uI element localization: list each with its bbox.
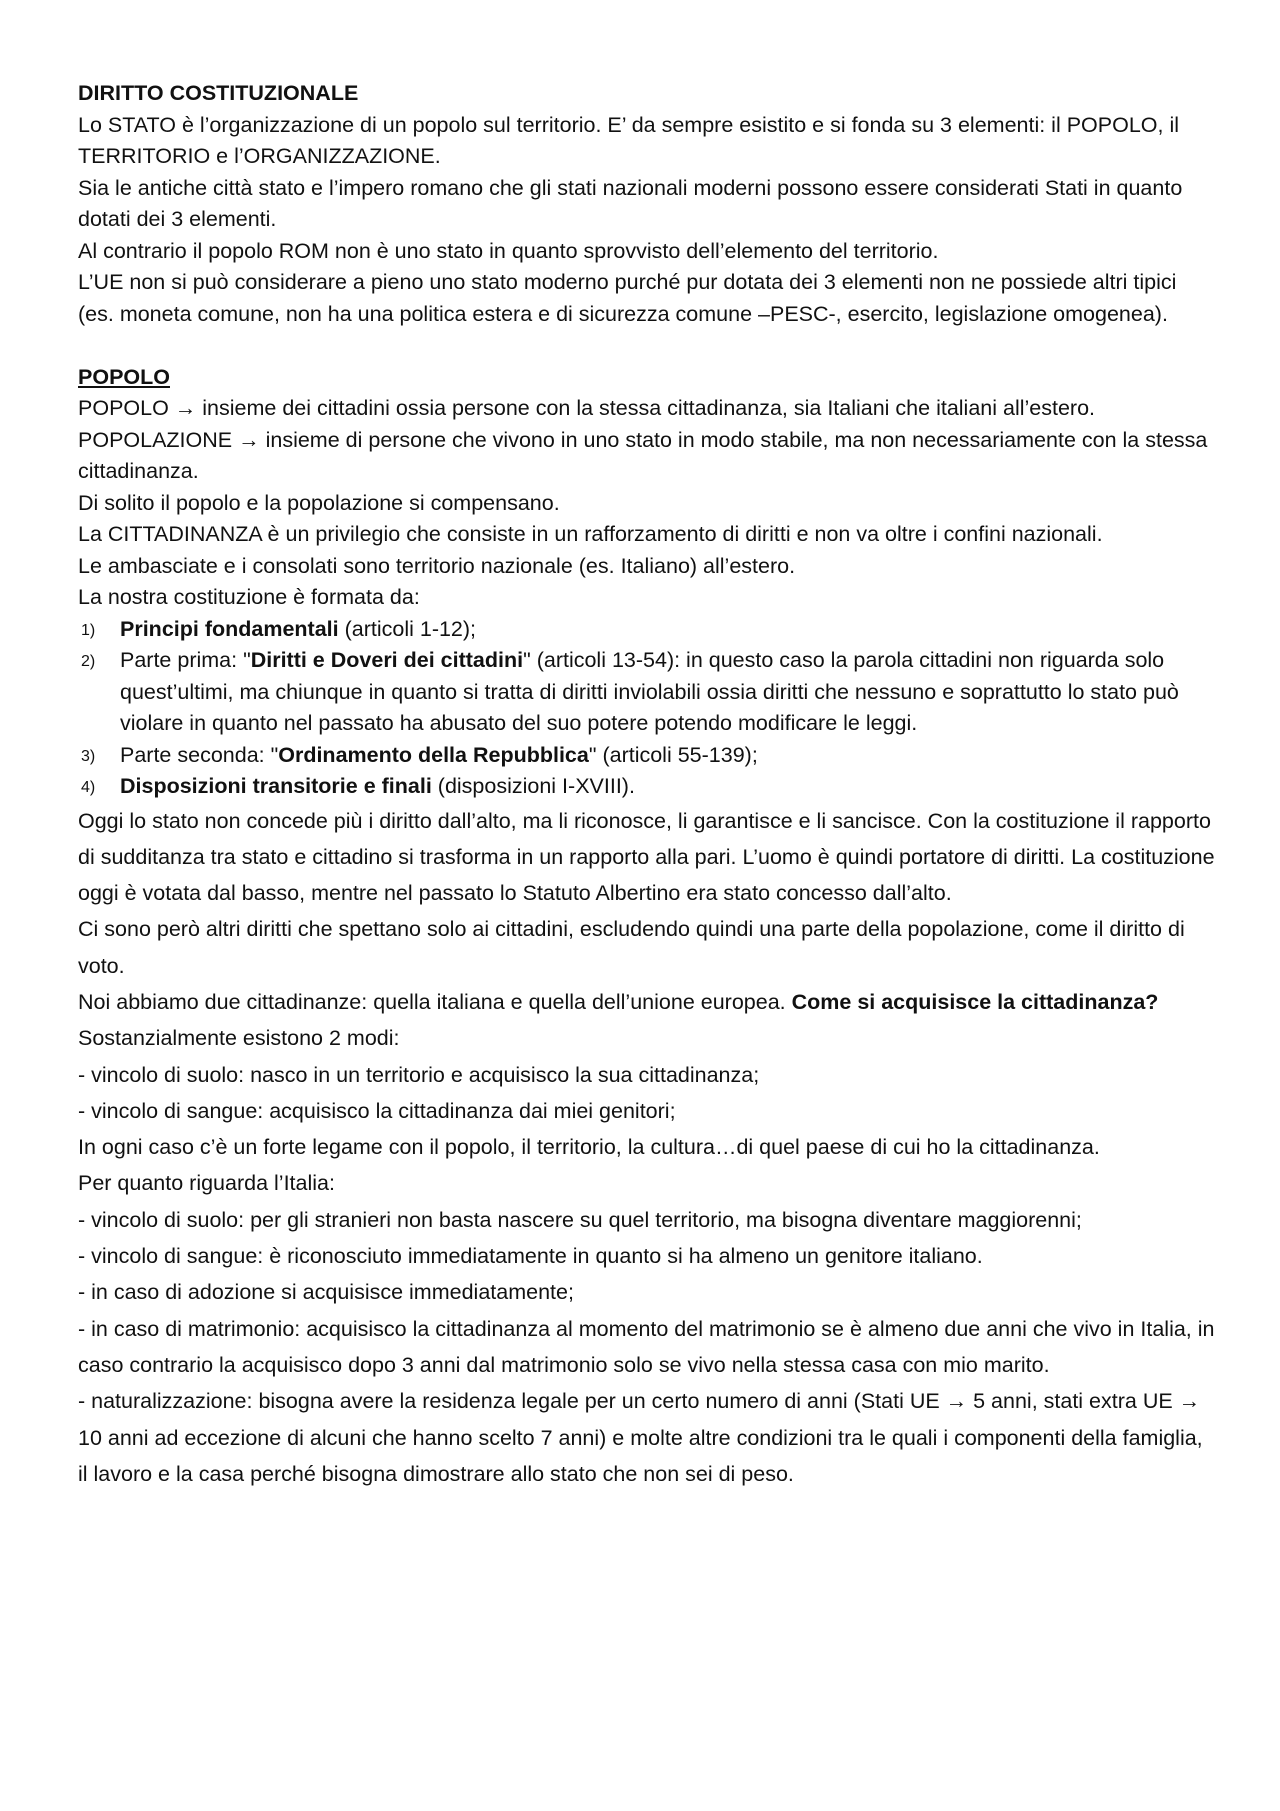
list-text: (articoli 1-12); bbox=[338, 616, 477, 641]
definition-text: insieme dei cittadini ossia persone con la stessa cittadinanza, sia Italiani che italiani all’estero. bbox=[202, 396, 1096, 420]
definition-popolazione bbox=[78, 425, 1218, 488]
document-title: DIRITTO COSTITUZIONALE bbox=[78, 81, 359, 105]
list-number: 2) bbox=[81, 653, 96, 670]
list-item bbox=[78, 614, 1218, 646]
list-item bbox=[78, 771, 1218, 803]
list-number: 1) bbox=[81, 621, 96, 639]
list-text: Parte seconda: " bbox=[120, 742, 279, 767]
blank-line bbox=[78, 330, 1218, 362]
arrow-icon: → bbox=[238, 427, 260, 452]
list-bold-text: Ordinamento della Repubblica bbox=[278, 742, 589, 767]
list-text: " (articoli 55-139); bbox=[588, 742, 758, 767]
intro-paragraph: Al contrario il popolo ROM non è uno stato in quanto sprovvisto dell’elemento del territorio. bbox=[78, 238, 939, 263]
list-text: " (articoli 13-54): in questo caso la parola cittadini non riguarda solo quest’ultimi, ma chiunque in quanto si tratta di diritti inviolabili ossia diritti che nessuno e soprattutto lo stato può violare in quanto nel passato ha abusato del suo potere potendo modificare le leggi. bbox=[120, 648, 1179, 735]
arrow-icon: → bbox=[1178, 1389, 1201, 1414]
list-bold-text: Disposizioni transitorie e finali bbox=[120, 774, 432, 798]
list-text: Parte prima: " bbox=[120, 648, 251, 672]
intro-paragraph: L’UE non si può considerare a pieno uno stato moderno purché pur dotata dei 3 elementi non ne possiede altri tipici (es. moneta comune, non ha una politica estera e di sicurezza comune –PESC-, esercito, legislazione omogenea). bbox=[78, 270, 1177, 326]
list-line-naturalizzazione bbox=[78, 1383, 1218, 1492]
paragraph: Ci sono però altri diritti che spettano solo ai cittadini, escludendo quindi una parte della popolazione, come il diritto di voto. bbox=[78, 917, 1185, 978]
paragraph: La CITTADINANZA è un privilegio che consiste in un rafforzamento di diritti e non va oltre i confini nazionali. bbox=[78, 522, 1103, 546]
costituzione-list bbox=[78, 614, 1218, 803]
lower-section bbox=[78, 803, 1218, 1493]
paragraph-text: Noi abbiamo due cittadinanze: quella italiana e quella dell’unione europea. bbox=[78, 989, 792, 1014]
list-line: - in caso di adozione si acquisisce immediatamente; bbox=[78, 1280, 574, 1305]
definition-popolo bbox=[78, 393, 1218, 425]
intro-paragraph: Lo STATO è l’organizzazione di un popolo sul territorio. E’ da sempre esistito e si fonda su 3 elementi: il POPOLO, il TERRITORIO e l’ORGANIZZAZIONE. bbox=[78, 112, 1180, 168]
list-text: 10 anni ad eccezione di alcuni che hanno scelto 7 anni) e molte altre condizioni tra le quali i componenti della famiglia, il lavoro e la casa perché bisogna dimostrare allo stato che non sei di peso. bbox=[78, 1425, 1203, 1486]
list-line: - vincolo di sangue: acquisisco la cittadinanza dai miei genitori; bbox=[78, 1098, 676, 1123]
list-text: - naturalizzazione: bisogna avere la residenza legale per un certo numero di anni (Stati UE bbox=[78, 1389, 946, 1414]
list-line: - in caso di matrimonio: acquisisco la cittadinanza al momento del matrimonio se è almeno due anni che vivo in Italia, in caso contrario la acquisisco dopo 3 anni dal matrimonio solo se vivo nella stessa casa con mio marito. bbox=[78, 1316, 1215, 1377]
list-text: (disposizioni I-XVIII). bbox=[431, 774, 635, 798]
list-line: - vincolo di sangue: è riconosciuto immediatamente in quanto si ha almeno un genitore italiano. bbox=[78, 1244, 983, 1269]
list-item bbox=[78, 645, 1218, 740]
paragraph: Le ambasciate e i consolati sono territorio nazionale (es. Italiano) all’estero. bbox=[78, 553, 796, 578]
list-bold-text: Principi fondamentali bbox=[120, 616, 339, 641]
term-popolazione: POPOLAZIONE bbox=[78, 427, 233, 452]
intro-paragraph: Sia le antiche città stato e l’impero romano che gli stati nazionali moderni possono essere considerati Stati in quanto dotati dei 3 elementi. bbox=[78, 175, 1183, 231]
document-page bbox=[78, 78, 1218, 1492]
list-line: - vincolo di suolo: nasco in un territorio e acquisisco la sua cittadinanza; bbox=[78, 1062, 760, 1087]
question-text: Come si acquisisce la cittadinanza? bbox=[791, 989, 1159, 1014]
paragraph: Oggi lo stato non concede più i diritto dall’alto, ma li riconosce, li garantisce e li sancisce. Con la costituzione il rapporto di sudditanza tra stato e cittadino si trasforma in un rapporto alla pari. L’uomo è quindi portatore di diritti. La costituzione oggi è votata dal basso, mentre nel passato lo Statuto Albertino era stato concesso dall’alto. bbox=[78, 808, 1215, 906]
paragraph-cittadinanze bbox=[78, 984, 1218, 1020]
list-text: 5 anni, stati extra UE bbox=[967, 1389, 1179, 1414]
list-number: 4) bbox=[81, 779, 96, 796]
list-line: - vincolo di suolo: per gli stranieri non basta nascere su quel territorio, ma bisogna diventare maggiorenni; bbox=[78, 1207, 1082, 1232]
paragraph: Di solito il popolo e la popolazione si compensano. bbox=[78, 490, 560, 515]
term-popolo: POPOLO bbox=[78, 396, 169, 420]
paragraph: Per quanto riguarda l’Italia: bbox=[78, 1171, 335, 1196]
arrow-icon: → bbox=[174, 396, 197, 420]
list-number: 3) bbox=[81, 747, 96, 765]
definition-text: insieme di persone che vivono in uno stato in modo stabile, ma non necessariamente con la stessa cittadinanza. bbox=[78, 427, 1208, 483]
paragraph: La nostra costituzione è formata da: bbox=[78, 585, 420, 609]
list-bold-text: Diritti e Doveri dei cittadini bbox=[250, 648, 524, 672]
section-heading-popolo: POPOLO bbox=[78, 364, 170, 389]
arrow-icon: → bbox=[945, 1389, 968, 1414]
list-item bbox=[78, 740, 1218, 772]
paragraph: Sostanzialmente esistono 2 modi: bbox=[78, 1026, 400, 1051]
paragraph: In ogni caso c’è un forte legame con il popolo, il territorio, la cultura…di quel paese di cui ho la cittadinanza. bbox=[78, 1135, 1100, 1160]
